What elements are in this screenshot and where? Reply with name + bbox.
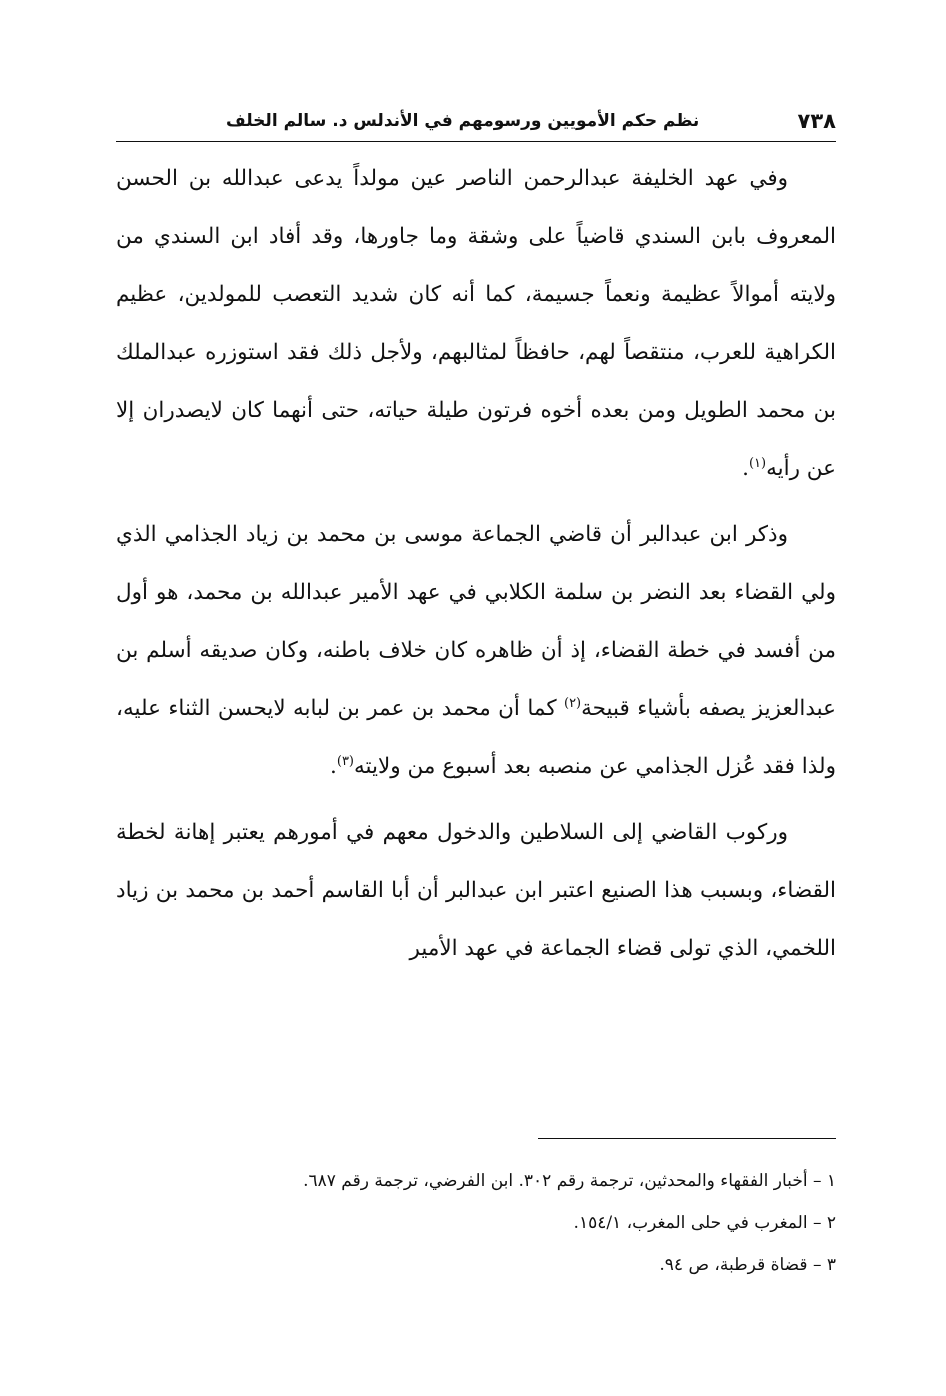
paragraph-3 [116, 804, 836, 978]
page-number: ٧٣٨ [797, 109, 836, 133]
running-title: نظم حكم الأمويين ورسومهم في الأندلس د. سالم الخلف [226, 111, 700, 131]
paragraph-2-text-continued: كما أن محمد بن عمر بن لبابه لايحسن الثناء عليه، ولذا فقد عُزل الجذامي عن منصبه بعد أسبوع من ولايته [116, 696, 836, 779]
footnote-ref-2: (٢) [563, 695, 582, 711]
page-header [116, 106, 836, 140]
body-text [116, 150, 836, 986]
paragraph-3-text: وركوب القاضي إلى السلاطين والدخول معهم في أمورهم يعتبر إهانة لخطة القضاء، وبسبب هذا الصنيع اعتبر ابن عبدالبر أن أبا القاسم أحمد بن محمد بن زياد اللخمي، الذي تولى قضاء الجماعة في عهد الأمير [116, 820, 836, 961]
footnote-ref-3: (٣) [336, 753, 354, 769]
footnote-2: ٢ – المغرب في حلى المغرب، ١٥٤/١. [573, 1213, 836, 1233]
footnote-ref-1: (١) [748, 455, 767, 471]
paragraph-2-text: وذكر ابن عبدالبر أن قاضي الجماعة موسى بن محمد بن زياد الجذامي الذي ولي القضاء بعد النضر بن سلمة الكلابي في عهد الأمير عبدالله بن محمد، هو أول من أفسد في خطة القضاء، إذ أن ظاهره كان خلاف باطنه، وكان صديقه أسلم بن عبدالعزيز يصفه بأشياء قبيحة [116, 522, 836, 721]
footnotes [116, 1160, 836, 1286]
paragraph-2-end: . [330, 754, 337, 779]
footnote-3: ٣ – قضاة قرطبة، ص ٩٤. [659, 1255, 836, 1275]
footnote-1: ١ – أخبار الفقهاء والمحدثين، ترجمة رقم ٣٠٢. ابن الفرضي، ترجمة رقم ٦٨٧. [303, 1171, 836, 1191]
header-rule [116, 141, 836, 142]
paragraph-1-text: وفي عهد الخليفة عبدالرحمن الناصر عين مولداً يدعى عبدالله بن الحسن المعروف بابن السندي قاضياً على وشقة وما جاورها، وقد أفاد ابن السندي من ولايته أموالاً عظيمة ونعماً جسيمة، كما أنه كان شديد التعصب للمولدين، عظيم الكراهية للعرب، منتقصاً لهم، حافظاً لمثالبهم، ولأجل ذلك فقد استوزره عبدالملك بن محمد الطويل ومن بعده أخوه فرتون طيلة حياته، حتى أنهما كان لايصدران إلا عن رأيه [116, 166, 836, 481]
paragraph-1-end: . [742, 456, 749, 481]
footnote-rule [538, 1138, 836, 1139]
paragraph-2 [116, 506, 836, 796]
paragraph-1 [116, 150, 836, 498]
